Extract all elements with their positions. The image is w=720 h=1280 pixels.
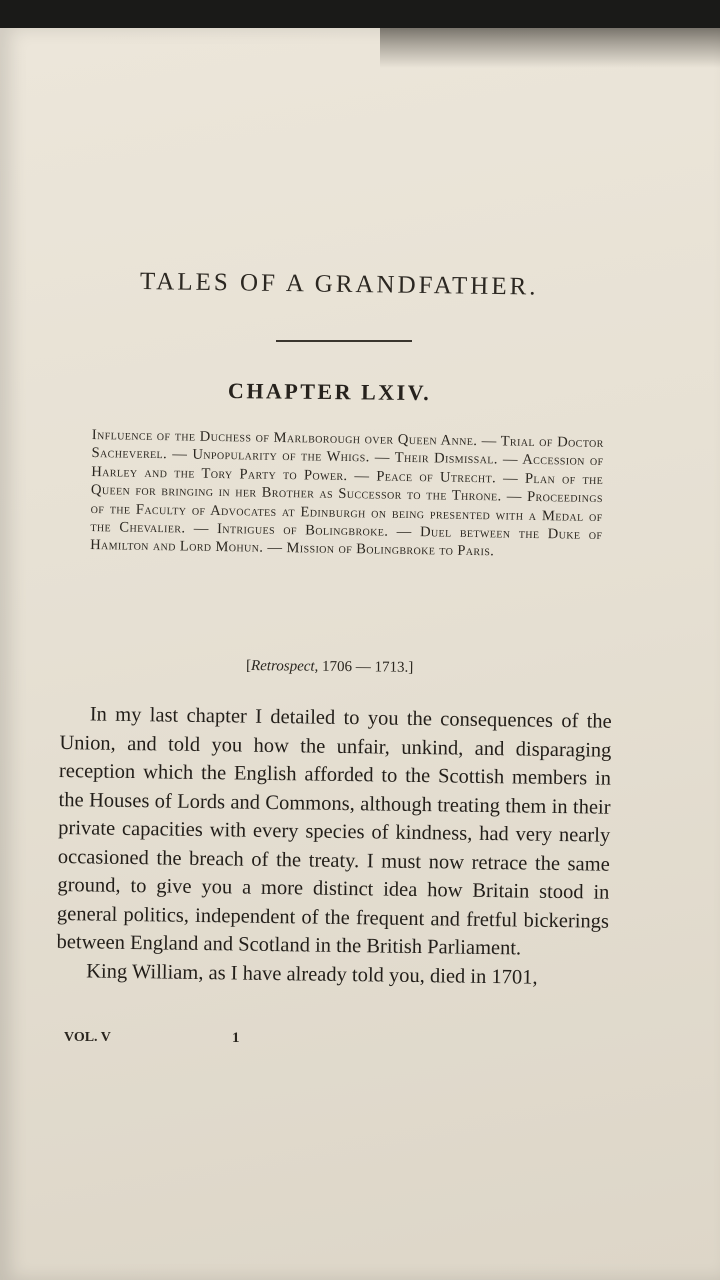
- running-title: TALES OF A GRANDFATHER.: [139, 268, 539, 301]
- body-paragraph-1: In my last chapter I detailed to you the consequences of the Union, and told you how the unfair, unkind, and disparaging reception which the English afforded to the Scottish members in the Houses of Lords and Commons, although treating them in their private capacities with every species of kindness, had very nearly occasioned the breach of the treaty. I must now retrace the same ground, to give you a more distinct idea how Britain stood in general politics, independent of the frequent and fretful bickerings between England and Scotland in the British Parliament.: [56, 703, 612, 960]
- title-rule: [276, 340, 412, 342]
- retrospect-line: [Retrospect, 1706 — 1713.]: [245, 658, 414, 676]
- body-paragraph-2: King William, as I have already told you, died in 1701,: [86, 959, 538, 989]
- signature-number: 1: [232, 1030, 240, 1046]
- volume-mark: VOL. V: [64, 1030, 111, 1045]
- book-page: [0, 28, 720, 1280]
- page-edge-shadow: [380, 28, 720, 68]
- chapter-summary: Influence of the Duchess of Marlborough over Queen Anne. — Trial of Doctor Sacheverel. — Unpopularity of the Whigs. — Their Dismissal. — Accession of Harley and the Tory Party to Power. — Peace of Utrecht. — Plan of the Queen for bringing in her Brother as Successor to the Throne. — Proceedings of the Faculty of Advocates at Edinburgh on being presented with a Medal of the Chevalier. — Intrigues of Bolingbroke. — Duel between the Duke of Hamilton and Lord Mohun. — Mission of Bolingbroke to Paris.: [89, 426, 604, 560]
- retrospect-years: 1706 — 1713.: [322, 658, 409, 676]
- retrospect-label: Retrospect,: [250, 658, 319, 675]
- chapter-heading: CHAPTER LXIV.: [227, 378, 432, 406]
- chapter-body: [56, 700, 612, 993]
